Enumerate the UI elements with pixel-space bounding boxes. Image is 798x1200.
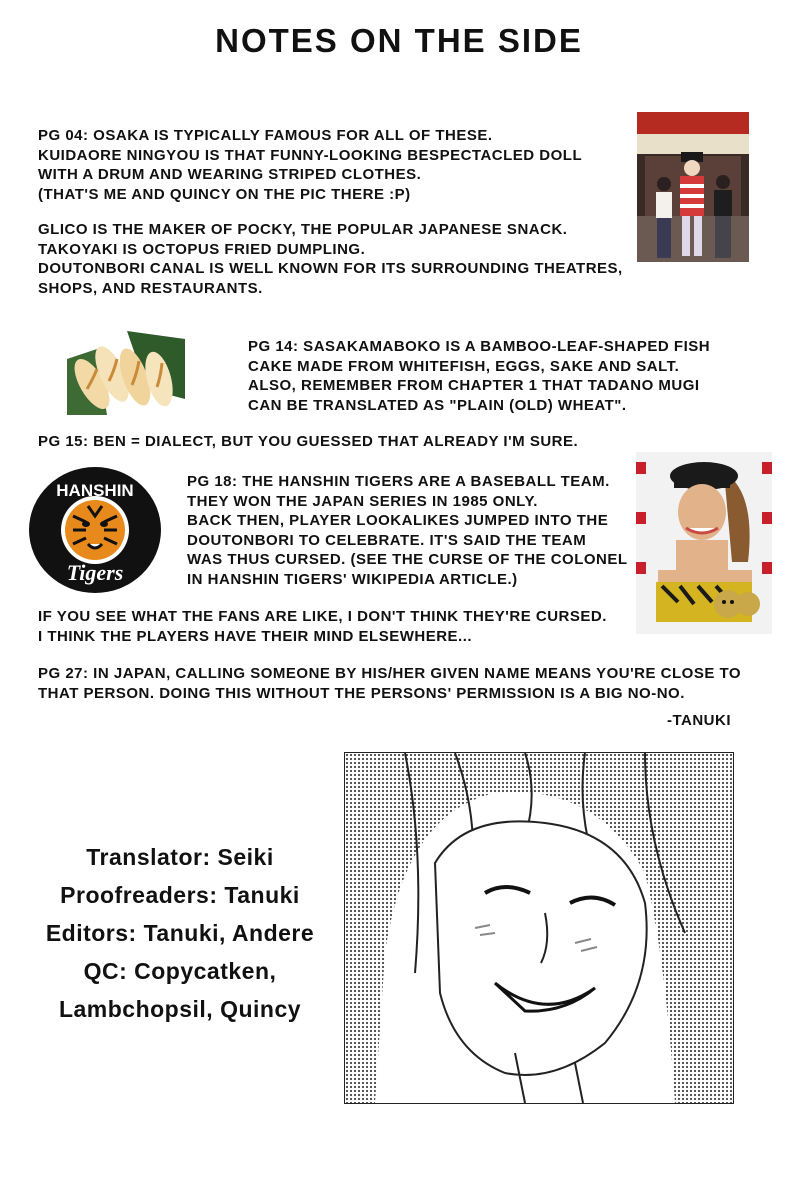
note-line: PG 04: OSAKA IS TYPICALLY FAMOUS FOR ALL OF THESE. bbox=[38, 127, 493, 144]
note-line: PG 27: IN JAPAN, CALLING SOMEONE BY HIS/HER GIVEN NAME MEANS YOU'RE CLOSE TO bbox=[38, 665, 742, 682]
note-line: PG 18: THE HANSHIN TIGERS ARE A BASEBALL TEAM. bbox=[187, 473, 610, 490]
logo-top-text: HANSHIN bbox=[56, 481, 134, 500]
signature: -TANUKI bbox=[666, 712, 731, 729]
note-line: CAN BE TRANSLATED AS "PLAIN (OLD) WHEAT". bbox=[248, 396, 627, 414]
note-pg04 bbox=[38, 126, 623, 298]
note-line: DOUTONBORI CANAL IS WELL KNOWN FOR ITS SURROUNDING THEATRES, bbox=[38, 260, 623, 277]
note-line: PG 14: SASAKAMABOKO IS A BAMBOO-LEAF-SHAPED FISH bbox=[248, 338, 711, 355]
credits-block bbox=[30, 838, 330, 1028]
note-pg18 bbox=[187, 472, 628, 589]
manga-girl-panel bbox=[344, 752, 734, 1104]
note-pg14 bbox=[248, 337, 710, 415]
note-line: IN HANSHIN TIGERS' WIKIPEDIA ARTICLE.) bbox=[187, 570, 518, 588]
logo-bottom-text: Tigers bbox=[66, 560, 124, 585]
credit-editors: Editors: Tanuki, Andere bbox=[45, 920, 315, 946]
page-title: NOTES ON THE SIDE bbox=[215, 22, 583, 59]
note-pg15: PG 15: BEN = DIALECT, BUT YOU GUESSED THAT ALREADY I'M SURE. bbox=[38, 433, 579, 450]
credit-qc-continued: Lambchopsil, Quincy bbox=[58, 996, 302, 1022]
credit-proofreaders: Proofreaders: Tanuki bbox=[60, 882, 300, 908]
hanshin-tigers-logo bbox=[28, 466, 162, 594]
credit-qc: QC: Copycatken, bbox=[83, 958, 277, 984]
note-line: GLICO IS THE MAKER OF POCKY, THE POPULAR JAPANESE SNACK. bbox=[38, 221, 568, 238]
note-line: TAKOYAKI IS OCTOPUS FRIED DUMPLING. bbox=[38, 240, 366, 258]
note-line: THAT PERSON. DOING THIS WITHOUT THE PERSONS' PERMISSION IS A BIG NO-NO. bbox=[38, 684, 685, 702]
osaka-street-photo bbox=[637, 112, 749, 262]
note-line: WITH A DRUM AND WEARING STRIPED CLOTHES. bbox=[38, 166, 422, 183]
note-line: ALSO, REMEMBER FROM CHAPTER 1 THAT TADANO MUGI bbox=[248, 377, 700, 394]
note-line: CAKE MADE FROM WHITEFISH, EGGS, SAKE AND SALT. bbox=[248, 357, 680, 375]
note-line: WAS THUS CURSED. (SEE THE CURSE OF THE COLONEL bbox=[187, 551, 628, 568]
tigers-fan-photo bbox=[636, 452, 772, 634]
note-line: DOUTONBORI TO CELEBRATE. IT'S SAID THE TEAM bbox=[187, 531, 587, 549]
credit-translator: Translator: Seiki bbox=[86, 844, 274, 870]
sasakamaboko-photo bbox=[67, 329, 185, 415]
note-line: I THINK THE PLAYERS HAVE THEIR MIND ELSEWHERE... bbox=[38, 627, 473, 645]
note-line: BACK THEN, PLAYER LOOKALIKES JUMPED INTO THE bbox=[187, 512, 609, 529]
note-line: (THAT'S ME AND QUINCY ON THE PIC THERE :P) bbox=[38, 185, 411, 203]
note-pg27 bbox=[38, 664, 741, 703]
note-line: IF YOU SEE WHAT THE FANS ARE LIKE, I DON'T THINK THEY'RE CURSED. bbox=[38, 608, 607, 625]
note-line: SHOPS, AND RESTAURANTS. bbox=[38, 279, 263, 297]
note-line: THEY WON THE JAPAN SERIES IN 1985 ONLY. bbox=[187, 492, 538, 510]
note-line: KUIDAORE NINGYOU IS THAT FUNNY-LOOKING BESPECTACLED DOLL bbox=[38, 146, 583, 164]
note-pg18-fans bbox=[38, 607, 607, 646]
